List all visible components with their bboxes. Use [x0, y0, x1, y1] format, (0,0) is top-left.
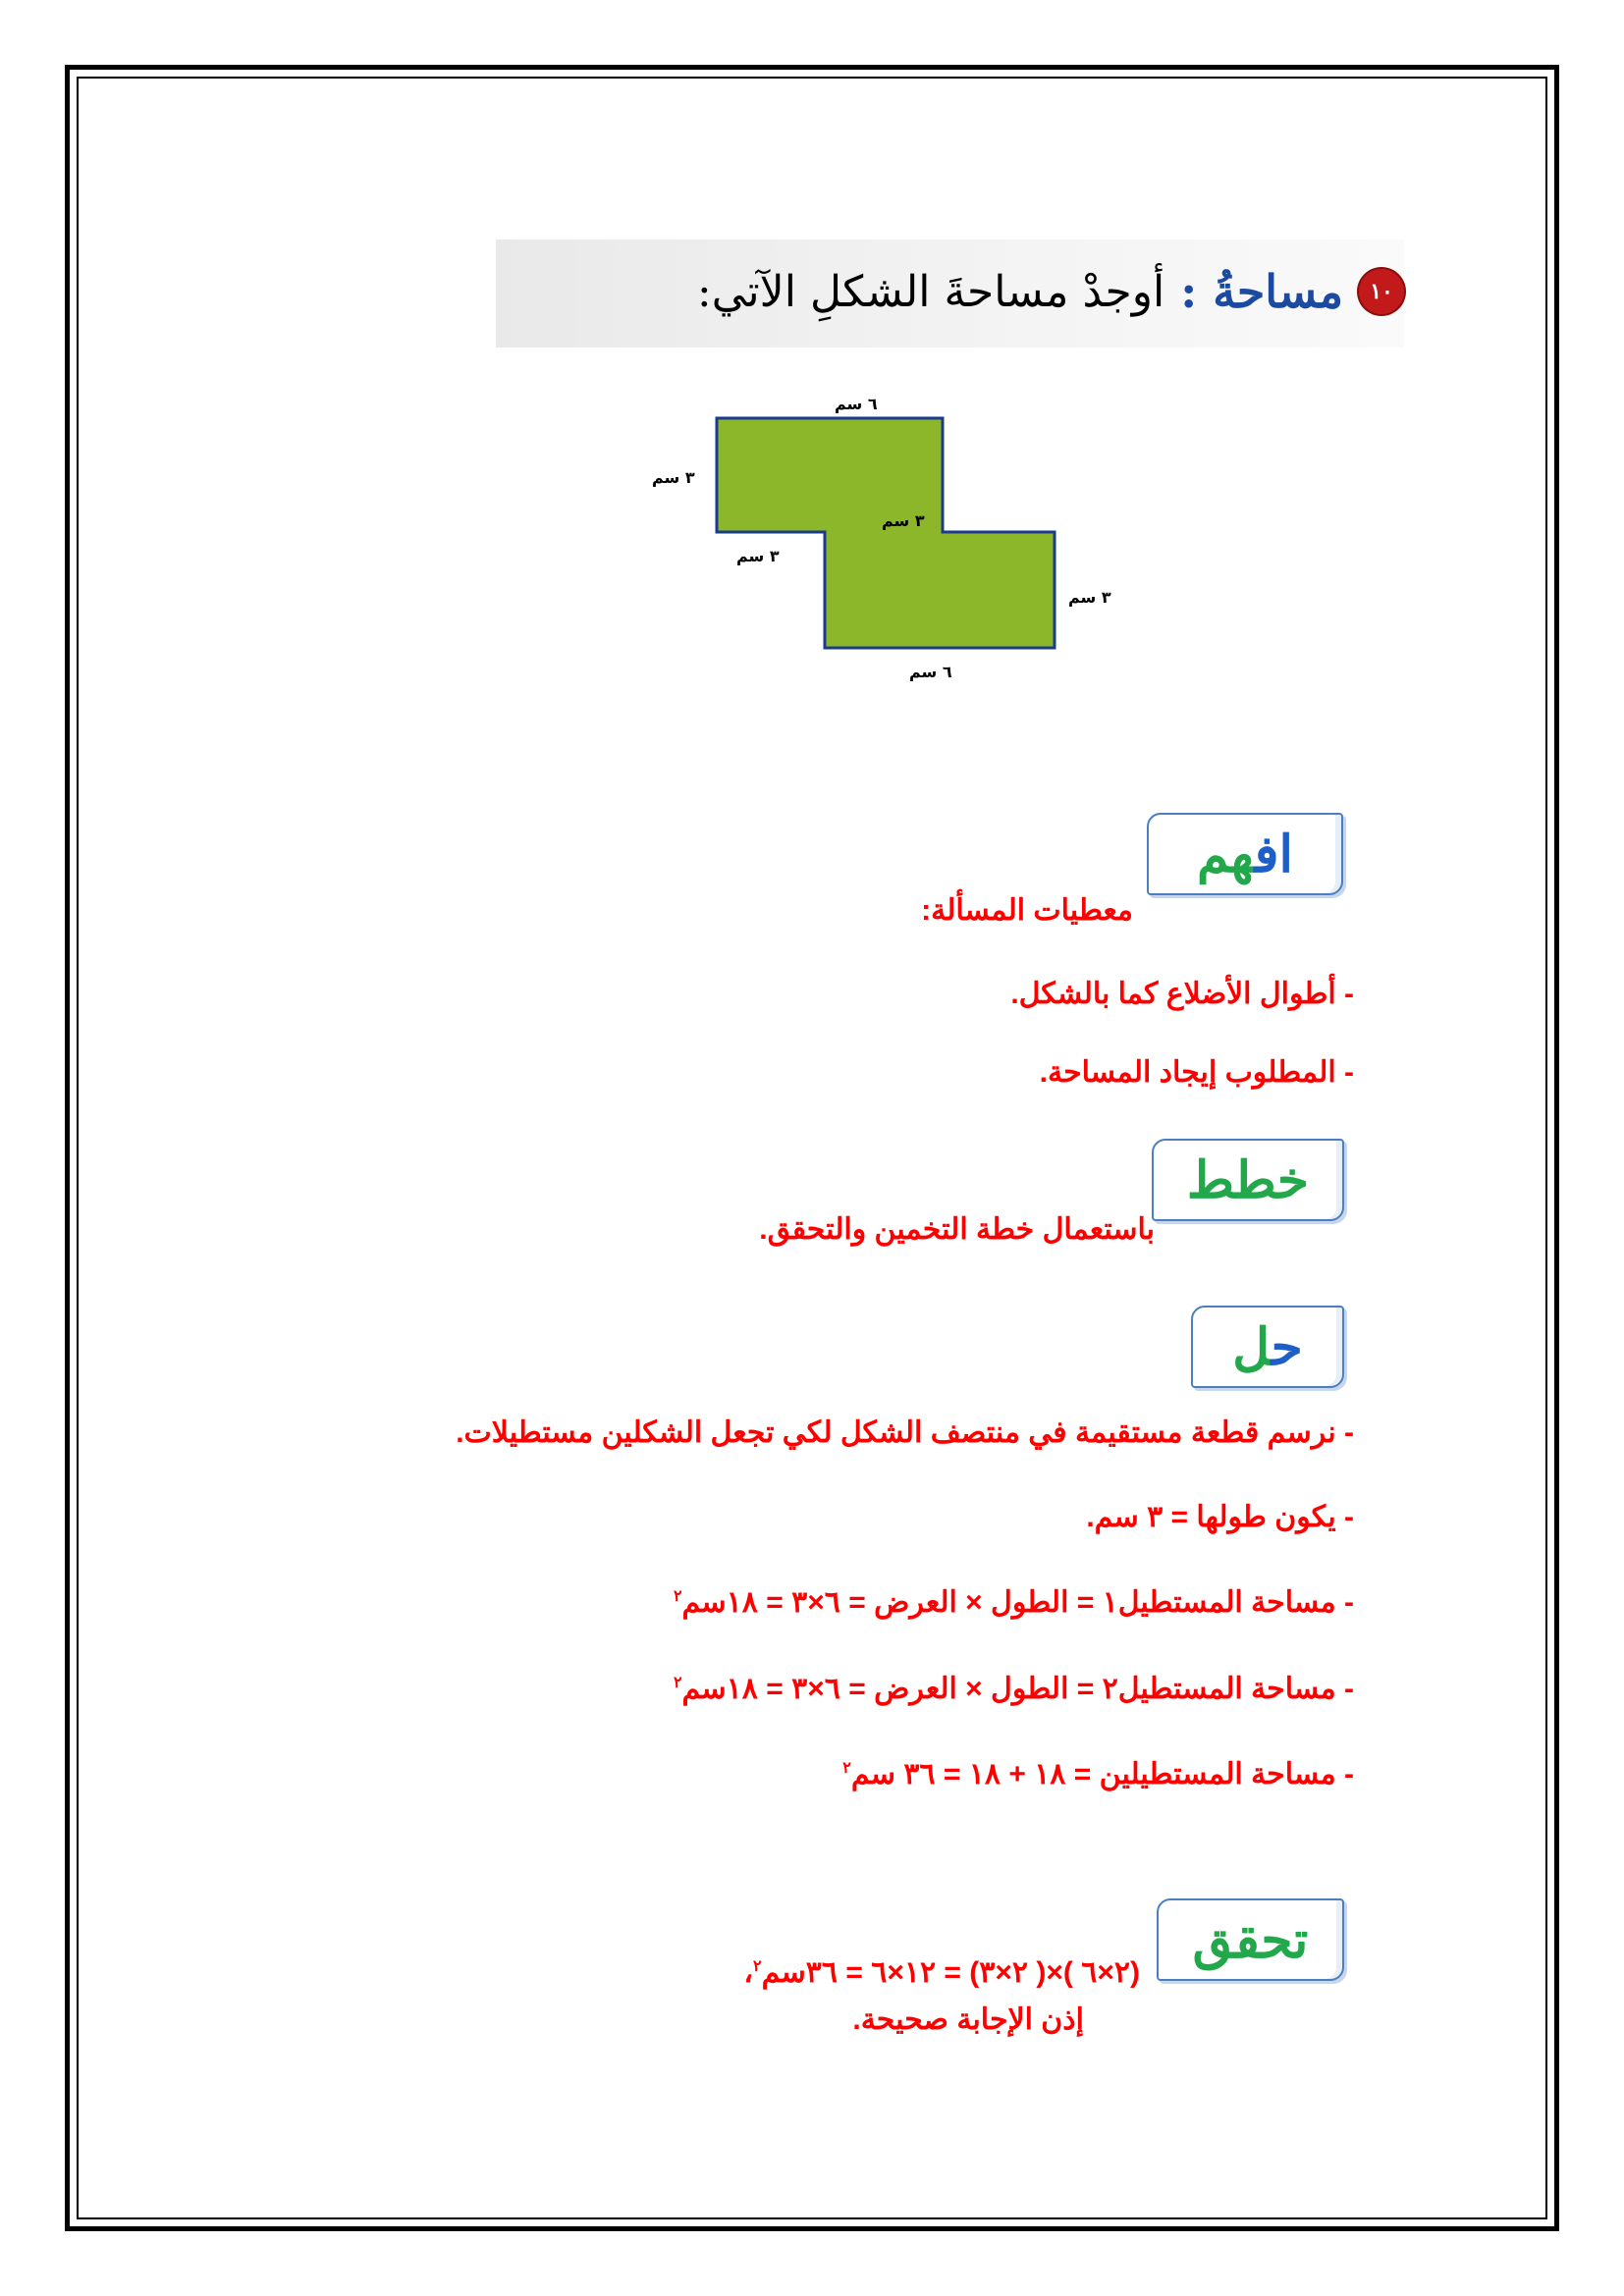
solve-item-4: [674, 1672, 1354, 1706]
understand-intro: معطيات المسألة:: [921, 894, 1133, 927]
dim-bottom: ٦ سم: [909, 663, 952, 681]
solve-label-part-a: ح: [1271, 1316, 1303, 1377]
shape-figure: [609, 383, 1119, 707]
plan-label: [1152, 1139, 1344, 1221]
understand-label-part-b: هم: [1197, 824, 1255, 884]
check-line-1-sup: ٢: [753, 1958, 762, 1975]
solve-item-3: [674, 1585, 1354, 1620]
check-line-1-text: (٢×٦ )×( ٢×٣) = ١٢×٦ = ٣٦سم: [761, 1956, 1140, 1989]
solve-item-4-sup: ٢: [673, 1675, 682, 1691]
problem-number-badge: ١٠: [1359, 269, 1404, 314]
plan-text: باستعمال خطة التخمين والتحقق.: [759, 1213, 1155, 1246]
plan-label-text: خطط: [1186, 1149, 1310, 1210]
solve-item-2: - يكون طولها = ٣ سم.: [1086, 1501, 1354, 1533]
solve-item-5-text: - مساحة المستطيلين = ١٨ + ١٨ = ٣٦ سم: [850, 1758, 1354, 1790]
understand-label-text: [1197, 825, 1293, 884]
dim-top: ٦ سم: [835, 395, 878, 413]
understand-item-1: - أطوال الأضلاع كما بالشكل.: [1010, 978, 1354, 1010]
check-line-1: [743, 1955, 1140, 1990]
solve-label-text: [1232, 1317, 1303, 1377]
check-line-1-end: ،: [743, 1956, 754, 1989]
problem-title: مساحةُ: [1213, 265, 1343, 318]
dim-left: ٣ سم: [652, 468, 695, 487]
understand-label: [1147, 813, 1343, 895]
problem-title-colon: :: [1180, 265, 1198, 318]
solve-item-5-sup: ٢: [842, 1760, 851, 1777]
check-label: [1157, 1898, 1344, 1981]
solve-label-part-b: ل: [1232, 1316, 1272, 1377]
check-line-2: إذن الإجابة صحيحة.: [852, 2003, 1084, 2036]
solve-item-1: - نرسم قطعة مستقيمة في منتصف الشكل لكي تجعل الشكلين مستطيلات.: [456, 1416, 1354, 1449]
dim-middle-right: ٣ سم: [882, 511, 925, 530]
understand-label-part-a: اف: [1254, 824, 1293, 884]
problem-question: أوجدْ مساحةَ الشكلِ الآتي:: [696, 266, 1165, 317]
solve-label: [1191, 1306, 1344, 1388]
dim-middle-left: ٣ سم: [736, 547, 780, 565]
step-shape: [717, 418, 1055, 648]
solve-item-3-sup: ٢: [673, 1588, 682, 1605]
understand-item-2: - المطلوب إيجاد المساحة.: [1039, 1056, 1354, 1089]
check-label-text: تحقق: [1192, 1909, 1309, 1970]
problem-heading: [697, 265, 1404, 318]
solve-item-4-text: - مساحة المستطيل٢ = الطول × العرض = ٦×٣ = ١٨سم: [681, 1673, 1354, 1705]
solve-item-3-text: - مساحة المستطيل١ = الطول × العرض = ٦×٣ = ١٨سم: [681, 1586, 1354, 1619]
dim-right: ٣ سم: [1068, 588, 1111, 607]
solve-item-5: [842, 1757, 1354, 1791]
